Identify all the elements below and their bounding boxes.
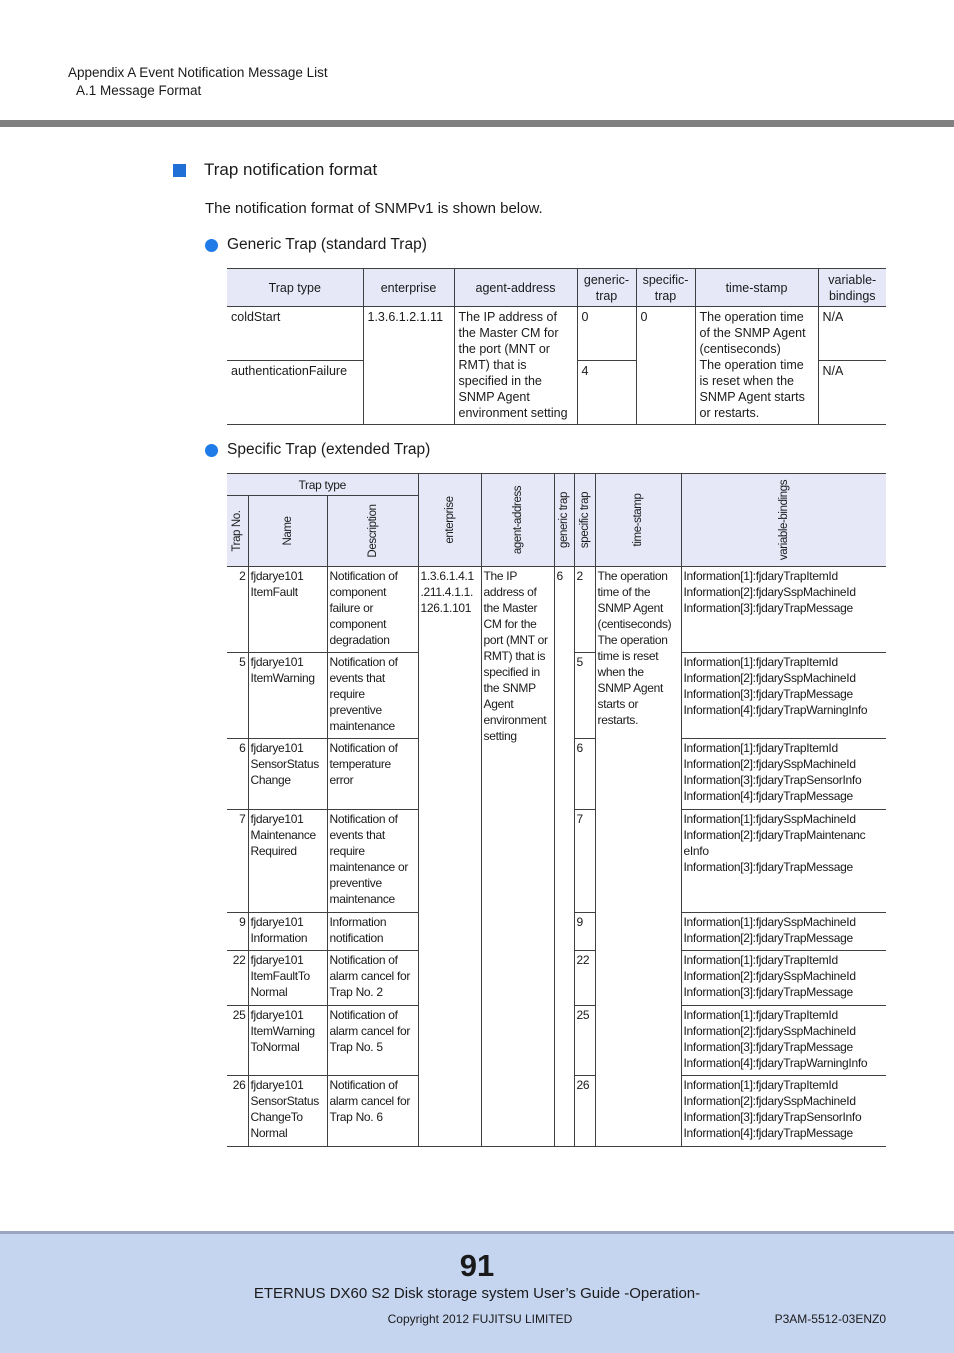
specific-trap-cell: 2 <box>574 567 595 653</box>
trap-no-cell: 5 <box>227 653 248 739</box>
trap-no-cell: 6 <box>227 739 248 810</box>
specific-trap-cell: 26 <box>574 1076 595 1147</box>
specific-trap-cell: 0 <box>636 307 695 425</box>
specific-trap-title: Specific Trap (extended Trap) <box>227 441 431 458</box>
trap-type-cell: authenticationFailure <box>227 361 363 425</box>
specific-trap-heading <box>205 441 430 459</box>
header-section: A.1 Message Format <box>76 83 202 98</box>
variable-bindings-cell: Information[1]:fjdaryTrapItemId Information[2]:fjdarySspMachineId Information[3]:fjdaryTrapMessage <box>681 951 886 1006</box>
name-cell: fjdarye101 ItemFaultTo Normal <box>248 951 327 1006</box>
col-header-agent-address-label: agent-address <box>511 485 524 555</box>
generic-trap-title: Generic Trap (standard Trap) <box>227 236 427 253</box>
col-header-description-label: Description <box>366 504 379 558</box>
generic-trap-heading <box>205 236 427 254</box>
col-header-name-label: Name <box>281 516 294 546</box>
variable-bindings-cell: Information[1]:fjdarySspMachineId Information[2]:fjdaryTrapMessage <box>681 913 886 951</box>
variable-bindings-cell: Information[1]:fjdaryTrapItemId Information[2]:fjdarySspMachineId Information[3]:fjdaryTrapMessage <box>681 567 886 653</box>
col-header-agent-address <box>481 474 554 567</box>
specific-trap-cell: 7 <box>574 810 595 913</box>
generic-trap-cell: 4 <box>577 361 636 425</box>
col-header-variable-bindings <box>681 474 886 567</box>
col-header-variable-bindings: variable- bindings <box>818 269 886 307</box>
generic-trap-cell: 0 <box>577 307 636 361</box>
specific-trap-cell: 22 <box>574 951 595 1006</box>
variable-bindings-cell: Information[1]:fjdaryTrapItemId Information[2]:fjdarySspMachineId Information[3]:fjdaryTrapMessage Information[4]:fjdaryTrapWarningInfo <box>681 1006 886 1076</box>
running-header <box>68 64 328 100</box>
generic-trap-cell: 6 <box>554 567 574 1147</box>
name-cell: fjdarye101 ItemWarning ToNormal <box>248 1006 327 1076</box>
variable-bindings-cell: Information[1]:fjdarySspMachineId Information[2]:fjdaryTrapMaintenanc eInfo Information[3]:fjdaryTrapMessage <box>681 810 886 913</box>
description-cell: Notification of events that require maintenance or preventive maintenance <box>327 810 418 913</box>
specific-trap-cell: 6 <box>574 739 595 810</box>
trap-no-cell: 2 <box>227 567 248 653</box>
agent-address-cell: The IP address of the Master CM for the port (MNT or RMT) that is specified in the SNMP Agent environment setting <box>454 307 577 425</box>
col-header-trap-type: Trap type <box>227 474 418 496</box>
col-header-name <box>248 496 327 567</box>
name-cell: fjdarye101 ItemWarning <box>248 653 327 739</box>
col-header-trap-no <box>227 496 248 567</box>
variable-bindings-cell: Information[1]:fjdaryTrapItemId Information[2]:fjdarySspMachineId Information[3]:fjdaryTrapMessage Information[4]:fjdaryTrapWarningInfo <box>681 653 886 739</box>
name-cell: fjdarye101 ItemFault <box>248 567 327 653</box>
variable-bindings-cell: Information[1]:fjdaryTrapItemId Information[2]:fjdarySspMachineId Information[3]:fjdaryTrapSensorInfo Information[4]:fjdaryTrapMessage <box>681 1076 886 1147</box>
description-cell: Notification of component failure or component degradation <box>327 567 418 653</box>
col-header-time-stamp-label: time-stamp <box>632 493 644 547</box>
col-header-generic-trap-label: generic trap <box>558 492 570 548</box>
name-cell: fjdarye101 SensorStatus Change <box>248 739 327 810</box>
description-cell: Notification of alarm cancel for Trap No. 2 <box>327 951 418 1006</box>
specific-trap-cell: 5 <box>574 653 595 739</box>
col-header-specific-trap-label: specific trap <box>578 491 591 549</box>
description-cell: Notification of alarm cancel for Trap No. 5 <box>327 1006 418 1076</box>
description-cell: Notification of temperature error <box>327 739 418 810</box>
trap-no-cell: 25 <box>227 1006 248 1076</box>
description-cell: Information notification <box>327 913 418 951</box>
trap-type-cell: coldStart <box>227 307 363 361</box>
description-cell: Notification of alarm cancel for Trap No. 6 <box>327 1076 418 1147</box>
variable-bindings-cell: N/A <box>818 307 886 361</box>
col-header-agent-address: agent-address <box>454 269 577 307</box>
time-stamp-text-2: The operation time is reset when the SNMP Agent starts or restarts. <box>699 358 805 420</box>
trap-no-cell: 9 <box>227 913 248 951</box>
section-title: Trap notification format <box>204 160 378 179</box>
table-row <box>227 567 886 653</box>
intro-text: The notification format of SNMPv1 is shown below. <box>205 200 543 217</box>
name-cell: fjdarye101 Information <box>248 913 327 951</box>
col-header-enterprise: enterprise <box>363 269 454 307</box>
col-header-generic-trap: generic- trap <box>577 269 636 307</box>
table-row <box>227 307 886 361</box>
circle-bullet-icon <box>205 239 218 252</box>
specific-trap-cell: 25 <box>574 1006 595 1076</box>
col-header-description <box>327 496 418 567</box>
col-header-trap-type: Trap type <box>227 269 363 307</box>
enterprise-cell: 1.3.6.1.2.1.11 <box>363 307 454 425</box>
specific-trap-cell: 9 <box>574 913 595 951</box>
copyright: Copyright 2012 FUJITSU LIMITED <box>387 1312 573 1326</box>
time-stamp-text-1: The operation time of the SNMP Agent (centiseconds) <box>699 310 806 356</box>
agent-address-cell: The IP address of the Master CM for the port (MNT or RMT) that is specified in the SNMP Agent environment setting <box>481 567 554 1147</box>
guide-title: ETERNUS DX60 S2 Disk storage system User’s Guide -Operation- <box>253 1285 701 1302</box>
col-header-generic-trap <box>554 474 574 567</box>
circle-bullet-icon <box>205 444 218 457</box>
variable-bindings-cell: N/A <box>818 361 886 425</box>
header-rule <box>0 120 954 127</box>
trap-no-cell: 22 <box>227 951 248 1006</box>
col-header-specific-trap: specific- trap <box>636 269 695 307</box>
col-header-time-stamp: time-stamp <box>695 269 818 307</box>
name-cell: fjdarye101 SensorStatus ChangeTo Normal <box>248 1076 327 1147</box>
header-chapter: Appendix A Event Notification Message List <box>68 65 328 80</box>
enterprise-cell: 1.3.6.1.4.1 .211.4.1.1. 126.1.101 <box>418 567 481 1147</box>
trap-no-cell: 26 <box>227 1076 248 1147</box>
col-header-enterprise-label: enterprise <box>443 496 456 544</box>
specific-trap-table <box>227 473 886 1147</box>
description-cell: Notification of events that require preventive maintenance <box>327 653 418 739</box>
col-header-variable-bindings-label: variable-bindings <box>777 479 790 561</box>
page-footer <box>0 1231 954 1353</box>
page-number: 91 <box>459 1248 495 1283</box>
variable-bindings-cell: Information[1]:fjdaryTrapItemId Information[2]:fjdarySspMachineId Information[3]:fjdaryTrapSensorInfo Information[4]:fjdaryTrapMessage <box>681 739 886 810</box>
col-header-time-stamp <box>595 474 681 567</box>
trap-no-cell: 7 <box>227 810 248 913</box>
section-heading <box>173 160 377 180</box>
col-header-trap-no-label: Trap No. <box>231 510 244 552</box>
document-id: P3AM-5512-03ENZ0 <box>774 1312 886 1326</box>
name-cell: fjdarye101 Maintenance Required <box>248 810 327 913</box>
time-stamp-cell: The operation time of the SNMP Agent (centiseconds) The operation time is reset when the SNMP Agent starts or restarts. <box>595 567 681 1147</box>
col-header-specific-trap <box>574 474 595 567</box>
generic-trap-table <box>227 268 886 425</box>
time-stamp-cell <box>695 307 818 425</box>
col-header-enterprise <box>418 474 481 567</box>
square-bullet-icon <box>173 164 186 177</box>
